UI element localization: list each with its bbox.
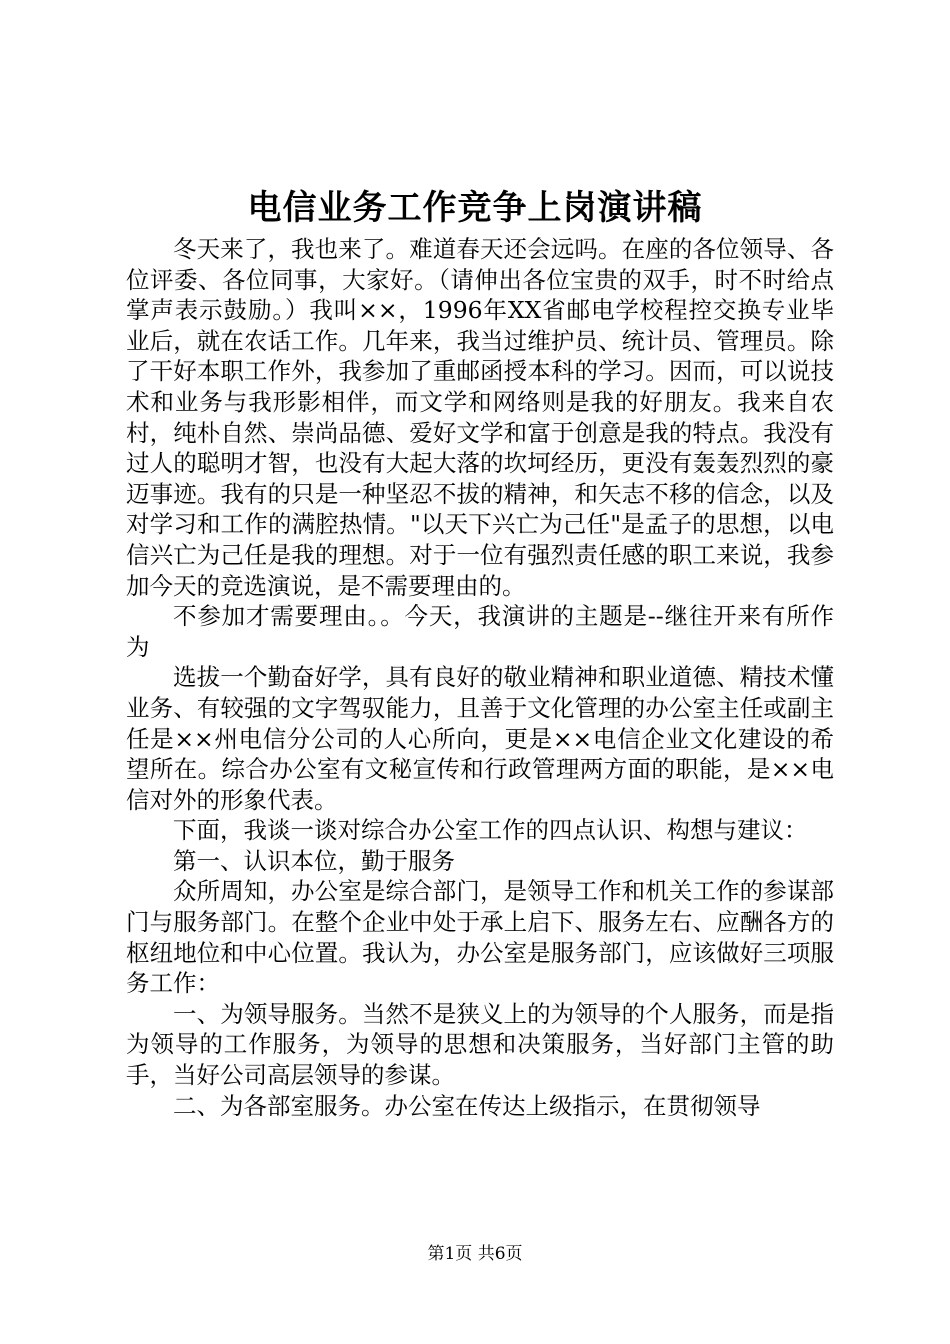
paragraph-theme: 不参加才需要理由。。今天，我演讲的主题是--继往开来有所作为 [126,602,834,661]
document-body [126,234,834,1121]
document-title: 电信业务工作竞争上岗演讲稿 [247,188,703,228]
paragraph-serve-leaders: 一、为领导服务。当然不是狭义上的为领导的个人服务，而是指为领导的工作服务，为领导的思想和决策服务，当好部门主管的助手，当好公司高层领导的参谋。 [126,999,834,1090]
paragraph-intro: 冬天来了，我也来了。难道春天还会远吗。在座的各位领导、各位评委、各位同事，大家好。（请伸出各位宝贵的双手，时不时给点掌声表示鼓励。）我叫××，1996年XX省邮电学校程控交换专业毕业后，就在农话工作。几年来，我当过维护员、统计员、管理员。除了干好本职工作外，我参加了重邮函授本科的学习。因而，可以说技术和业务与我形影相伴，而文学和网络则是我的好朋友。我来自农村，纯朴自然、崇尚品德、爱好文学和富于创意是我的特点。我没有过人的聪明才智，也没有大起大落的坎坷经历，更没有轰轰烈烈的豪迈事迹。我有的只是一种坚忍不拔的精神，和矢志不移的信念，以及对学习和工作的满腔热情。"以天下兴亡为己任"是孟子的思想，以电信兴亡为己任是我的理想。对于一位有强烈责任感的职工来说，我参加今天的竞选演说，是不需要理由的。 [126,235,834,600]
page-number-footer: 第1页 共6页 [427,1244,523,1264]
paragraph-serve-departments: 二、为各部室服务。办公室在传达上级指示，在贯彻领导 [173,1091,761,1120]
paragraph-selection: 选拔一个勤奋好学，具有良好的敬业精神和职业道德、精技术懂业务、有较强的文字驾驭能力，且善于文化管理的办公室主任或副主任是××州电信分公司的人心所向，更是××电信企业文化建设的希望所在。综合办公室有文秘宣传和行政管理两方面的职能，是××电信对外的形象代表。 [126,663,834,814]
paragraph-four-points: 下面，我谈一谈对综合办公室工作的四点认识、构想与建议： [173,816,808,845]
section-heading-first: 第一、认识本位，勤于服务 [173,846,455,875]
paragraph-office-role: 众所周知，办公室是综合部门，是领导工作和机关工作的参谋部门与服务部门。在整个企业中处于承上启下、服务左右、应酬各方的枢纽地位和中心位置。我认为，办公室是服务部门，应该做好三项服务工作： [126,877,834,998]
